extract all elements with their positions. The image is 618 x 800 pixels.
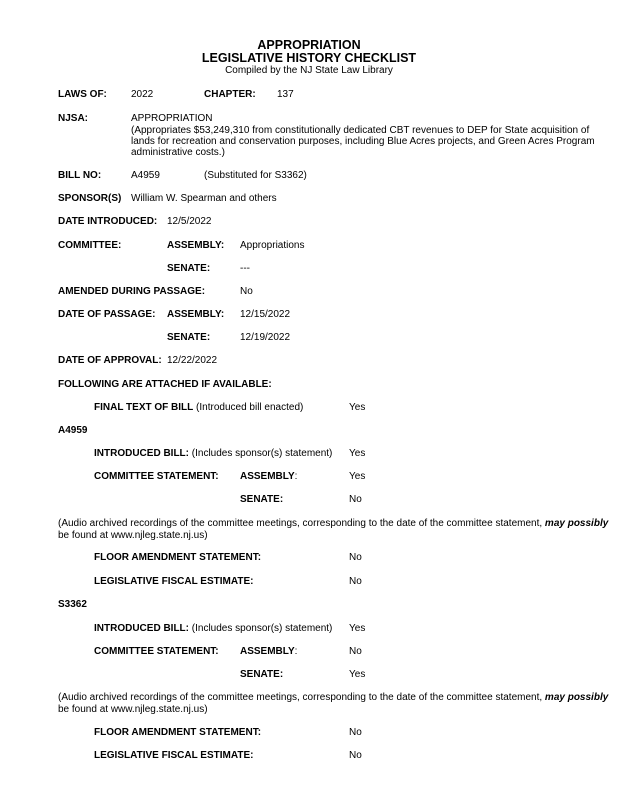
s3362-assembly-row <box>240 646 297 658</box>
bill-number: A4959 <box>131 170 160 181</box>
sponsor-label: SPONSOR(S) <box>58 193 122 204</box>
s3362-heading: S3362 <box>58 599 87 610</box>
a4959-introduced-row <box>94 448 332 460</box>
a4959-committee-label: COMMITTEE STATEMENT: <box>94 471 219 482</box>
s3362-assembly-colon: : <box>294 646 298 657</box>
committee-senate-label: SENATE: <box>167 263 211 274</box>
s3362-introduced-label: INTRODUCED BILL: <box>94 623 189 634</box>
s3362-floor-amendment-label: FLOOR AMENDMENT STATEMENT: <box>94 727 262 738</box>
a4959-assembly-label: ASSEMBLY <box>240 471 295 482</box>
amended-label: AMENDED DURING PASSAGE: <box>58 286 206 297</box>
date-of-approval-label: DATE OF APPROVAL: <box>58 355 162 366</box>
a4959-audio-note-line1 <box>58 518 608 530</box>
sponsor-value: William W. Spearman and others <box>131 193 277 204</box>
final-text-note: (Introduced bill enacted) <box>196 402 304 413</box>
njsa-description-line1: (Appropriates $53,249,310 from constitutionally dedicated CBT revenues to DEP for State acquisition of <box>131 125 590 136</box>
njsa-description-line3: administrative costs.) <box>131 147 225 158</box>
s3362-audio-note-text: (Audio archived recordings of the committee meetings, corresponding to the date of the committee statement, <box>58 692 543 703</box>
attached-heading: FOLLOWING ARE ATTACHED IF AVAILABLE: <box>58 379 272 390</box>
a4959-introduced-note: (Includes sponsor(s) statement) <box>191 448 333 459</box>
s3362-assembly-label: ASSEMBLY <box>240 646 295 657</box>
s3362-senate-value: Yes <box>349 669 366 680</box>
s3362-audio-note-line2: be found at www.njleg.state.nj.us) <box>58 704 208 715</box>
passage-senate-label: SENATE: <box>167 332 211 343</box>
committee-senate-value: --- <box>240 263 250 274</box>
a4959-floor-amendment-label: FLOOR AMENDMENT STATEMENT: <box>94 552 262 563</box>
a4959-senate-label: SENATE: <box>240 494 284 505</box>
njsa-label: NJSA: <box>58 113 89 124</box>
document-subtitle: Compiled by the NJ State Law Library <box>225 65 393 76</box>
a4959-audio-note-line2: be found at www.njleg.state.nj.us) <box>58 530 208 541</box>
a4959-audio-note-text: (Audio archived recordings of the committee meetings, corresponding to the date of the committee statement, <box>58 518 543 529</box>
laws-of-year: 2022 <box>131 89 154 100</box>
s3362-fiscal-estimate-value: No <box>349 750 362 761</box>
committee-assembly-label: ASSEMBLY: <box>167 240 225 251</box>
a4959-heading: A4959 <box>58 425 88 436</box>
a4959-assembly-value: Yes <box>349 471 366 482</box>
date-of-passage-label: DATE OF PASSAGE: <box>58 309 156 320</box>
date-introduced-value: 12/5/2022 <box>167 216 212 227</box>
date-of-approval-value: 12/22/2022 <box>167 355 218 366</box>
a4959-introduced-label: INTRODUCED BILL: <box>94 448 189 459</box>
final-text-row <box>94 402 303 414</box>
passage-assembly-value: 12/15/2022 <box>240 309 291 320</box>
amended-value: No <box>240 286 253 297</box>
passage-senate-value: 12/19/2022 <box>240 332 291 343</box>
a4959-audio-note-emphasis: may possibly <box>544 518 609 529</box>
a4959-assembly-colon: : <box>294 471 298 482</box>
bill-no-label: BILL NO: <box>58 170 102 181</box>
substituted-note: (Substituted for S3362) <box>204 170 307 181</box>
date-introduced-label: DATE INTRODUCED: <box>58 216 158 227</box>
chapter-number: 137 <box>277 89 294 100</box>
a4959-floor-amendment-value: No <box>349 552 362 563</box>
s3362-introduced-value: Yes <box>349 623 366 634</box>
s3362-committee-label: COMMITTEE STATEMENT: <box>94 646 219 657</box>
document-title-line1: APPROPRIATION <box>257 38 361 52</box>
a4959-fiscal-estimate-value: No <box>349 576 362 587</box>
a4959-fiscal-estimate-label: LEGISLATIVE FISCAL ESTIMATE: <box>94 576 254 587</box>
chapter-label: CHAPTER: <box>204 89 256 100</box>
committee-assembly-value: Appropriations <box>240 240 305 251</box>
njsa-description-line2: lands for recreation and conservation purposes, including Blue Acres projects, and Green Acres Program <box>131 136 595 147</box>
s3362-introduced-note: (Includes sponsor(s) statement) <box>191 623 333 634</box>
s3362-fiscal-estimate-label: LEGISLATIVE FISCAL ESTIMATE: <box>94 750 254 761</box>
a4959-senate-value: No <box>349 494 362 505</box>
final-text-label: FINAL TEXT OF BILL <box>94 402 194 413</box>
laws-of-label: LAWS OF: <box>58 89 107 100</box>
s3362-floor-amendment-value: No <box>349 727 362 738</box>
final-text-value: Yes <box>349 402 366 413</box>
s3362-audio-note-line1 <box>58 692 608 704</box>
njsa-title: APPROPRIATION <box>131 113 213 124</box>
s3362-introduced-row <box>94 623 332 635</box>
s3362-senate-label: SENATE: <box>240 669 284 680</box>
document-title-line2: LEGISLATIVE HISTORY CHECKLIST <box>201 51 417 65</box>
a4959-introduced-value: Yes <box>349 448 366 459</box>
a4959-assembly-row <box>240 471 297 483</box>
passage-assembly-label: ASSEMBLY: <box>167 309 225 320</box>
committee-label: COMMITTEE: <box>58 240 122 251</box>
s3362-assembly-value: No <box>349 646 362 657</box>
s3362-audio-note-emphasis: may possibly <box>544 692 609 703</box>
